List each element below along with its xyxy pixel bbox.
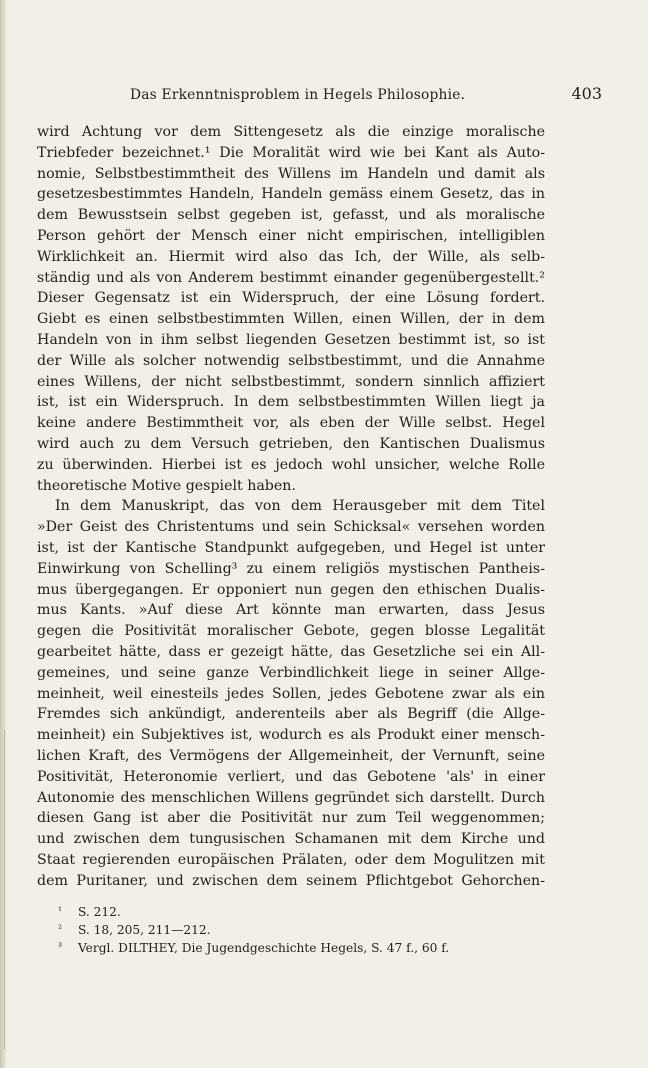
text-line: Wirklichkeit an. Hiermit wird also das Ich, der Wille, als selb- [37,248,545,265]
footnote-mark: ¹ [58,906,63,917]
footnote-text: Vergl. DILTHEY, Die Jugendgeschichte Hegels, S. 47 f., 60 f. [78,941,450,955]
text-line: Positivität, Heteronomie verliert, und das Gebotene 'als' in einer [37,768,545,785]
text-line: und zwischen dem tungusischen Schamanen mit dem Kirche und [37,831,545,848]
text-line: mus übergegangen. Er opponiert nun gegen den ethischen Dualis- [37,581,545,598]
text-line: dem Bewusstsein selbst gegeben ist, gefasst, und als moralische [37,207,545,224]
text-line: gemeines, und seine ganze Verbindlichkeit liege in seiner Allge- [37,664,545,681]
text-line: ist, ist der Kantische Standpunkt aufgegeben, und Hegel ist unter [37,539,545,556]
text-line: nomie, Selbstbestimmtheit des Willens im Handeln und damit als [37,165,545,182]
text-line: gearbeitet hätte, dass er gezeigt hätte, das Gesetzliche sei ein All- [37,643,545,660]
running-title: Das Erkenntnisproblem in Hegels Philosophie. [130,87,466,103]
footnote-item [58,939,558,957]
text-line: lichen Kraft, des Vermögens der Allgemeinheit, der Vernunft, seine [37,747,545,764]
text-line: meinheit) ein Subjektives ist, wodurch es als Produkt einer mensch- [37,727,545,744]
footnote-text: S. 212. [78,905,121,919]
binding-gutter [0,0,6,1068]
text-line: Autonomie des menschlichen Willens gegründet sich darstellt. Durch [37,789,545,806]
footnotes [58,903,558,957]
text-line: Staat regierenden europäischen Prälaten, oder dem Mogulitzen mit [37,851,545,868]
footnote-text: S. 18, 205, 211—212. [78,923,211,937]
text-line: der Wille als solcher notwendig selbstbestimmt, und die Annahme [37,352,545,369]
page-header [40,84,606,106]
text-line: Handeln von in ihm selbst liegenden Gesetzen bestimmt ist, so ist [37,331,545,348]
text-line: In dem Manuskript, das von dem Herausgeber mit dem Titel [55,498,545,515]
footnote-mark: ² [58,924,63,935]
text-line: dem Puritaner, und zwischen dem seinem Pflichtgebot Gehorchen- [37,872,545,889]
text-line: wird auch zu dem Versuch getrieben, den Kantischen Dualismus [37,435,545,452]
text-line: keine andere Bestimmtheit vor, als eben der Wille selbst. Hegel [37,415,545,432]
footnote-item [58,921,558,939]
text-line: diesen Gang ist aber die Positivität nur zum Teil weggenommen; [37,810,545,827]
text-line: gegen die Positivität moralischer Gebote, gegen blosse Legalität [37,623,545,640]
text-line: Triebfeder bezeichnet.¹ Die Moralität wird wie bei Kant als Auto- [37,144,545,161]
binding-edge-line [4,730,5,1050]
text-line: mus Kants. »Auf diese Art könnte man erwarten, dass Jesus [37,602,545,619]
body-text [37,122,545,891]
text-line: gesetzesbestimmtes Handeln, Handeln gemäss einem Gesetz, das in [37,186,545,203]
text-line: meinheit, weil einesteils jedes Sollen, jedes Gebotene zwar als ein [37,685,545,702]
text-line: Einwirkung von Schelling³ zu einem religiös mystischen Pantheis- [37,560,545,577]
page-number: 403 [571,84,602,103]
text-line: eines Willens, der nicht selbstbestimmt, sondern sinnlich affiziert [37,373,545,390]
text-line: zu überwinden. Hierbei ist es jedoch wohl unsicher, welche Rolle [37,456,545,473]
text-line: Dieser Gegensatz ist ein Widerspruch, der eine Lösung fordert. [37,290,545,307]
text-line: Fremdes sich ankündigt, anderenteils aber als Begriff (die Allge- [37,706,545,723]
text-line: ist, ist ein Widerspruch. In dem selbstbestimmten Willen liegt ja [37,394,545,411]
text-line: ständig und als von Anderem bestimmt einander gegenübergestellt.² [37,269,545,286]
text-line: Giebt es einen selbstbestimmten Willen, einen Willen, der in dem [37,311,545,328]
text-line: theoretische Motive gespielt haben. [37,477,296,494]
text-line: wird Achtung vor dem Sittengesetz als die einzige moralische [37,124,545,140]
text-line: Person gehört der Mensch einer nicht empirischen, intelligiblen [37,227,545,244]
text-line: »Der Geist des Christentums und sein Schicksal« versehen worden [37,519,545,536]
footnote-mark: ³ [58,942,63,953]
footnote-item [58,903,558,921]
